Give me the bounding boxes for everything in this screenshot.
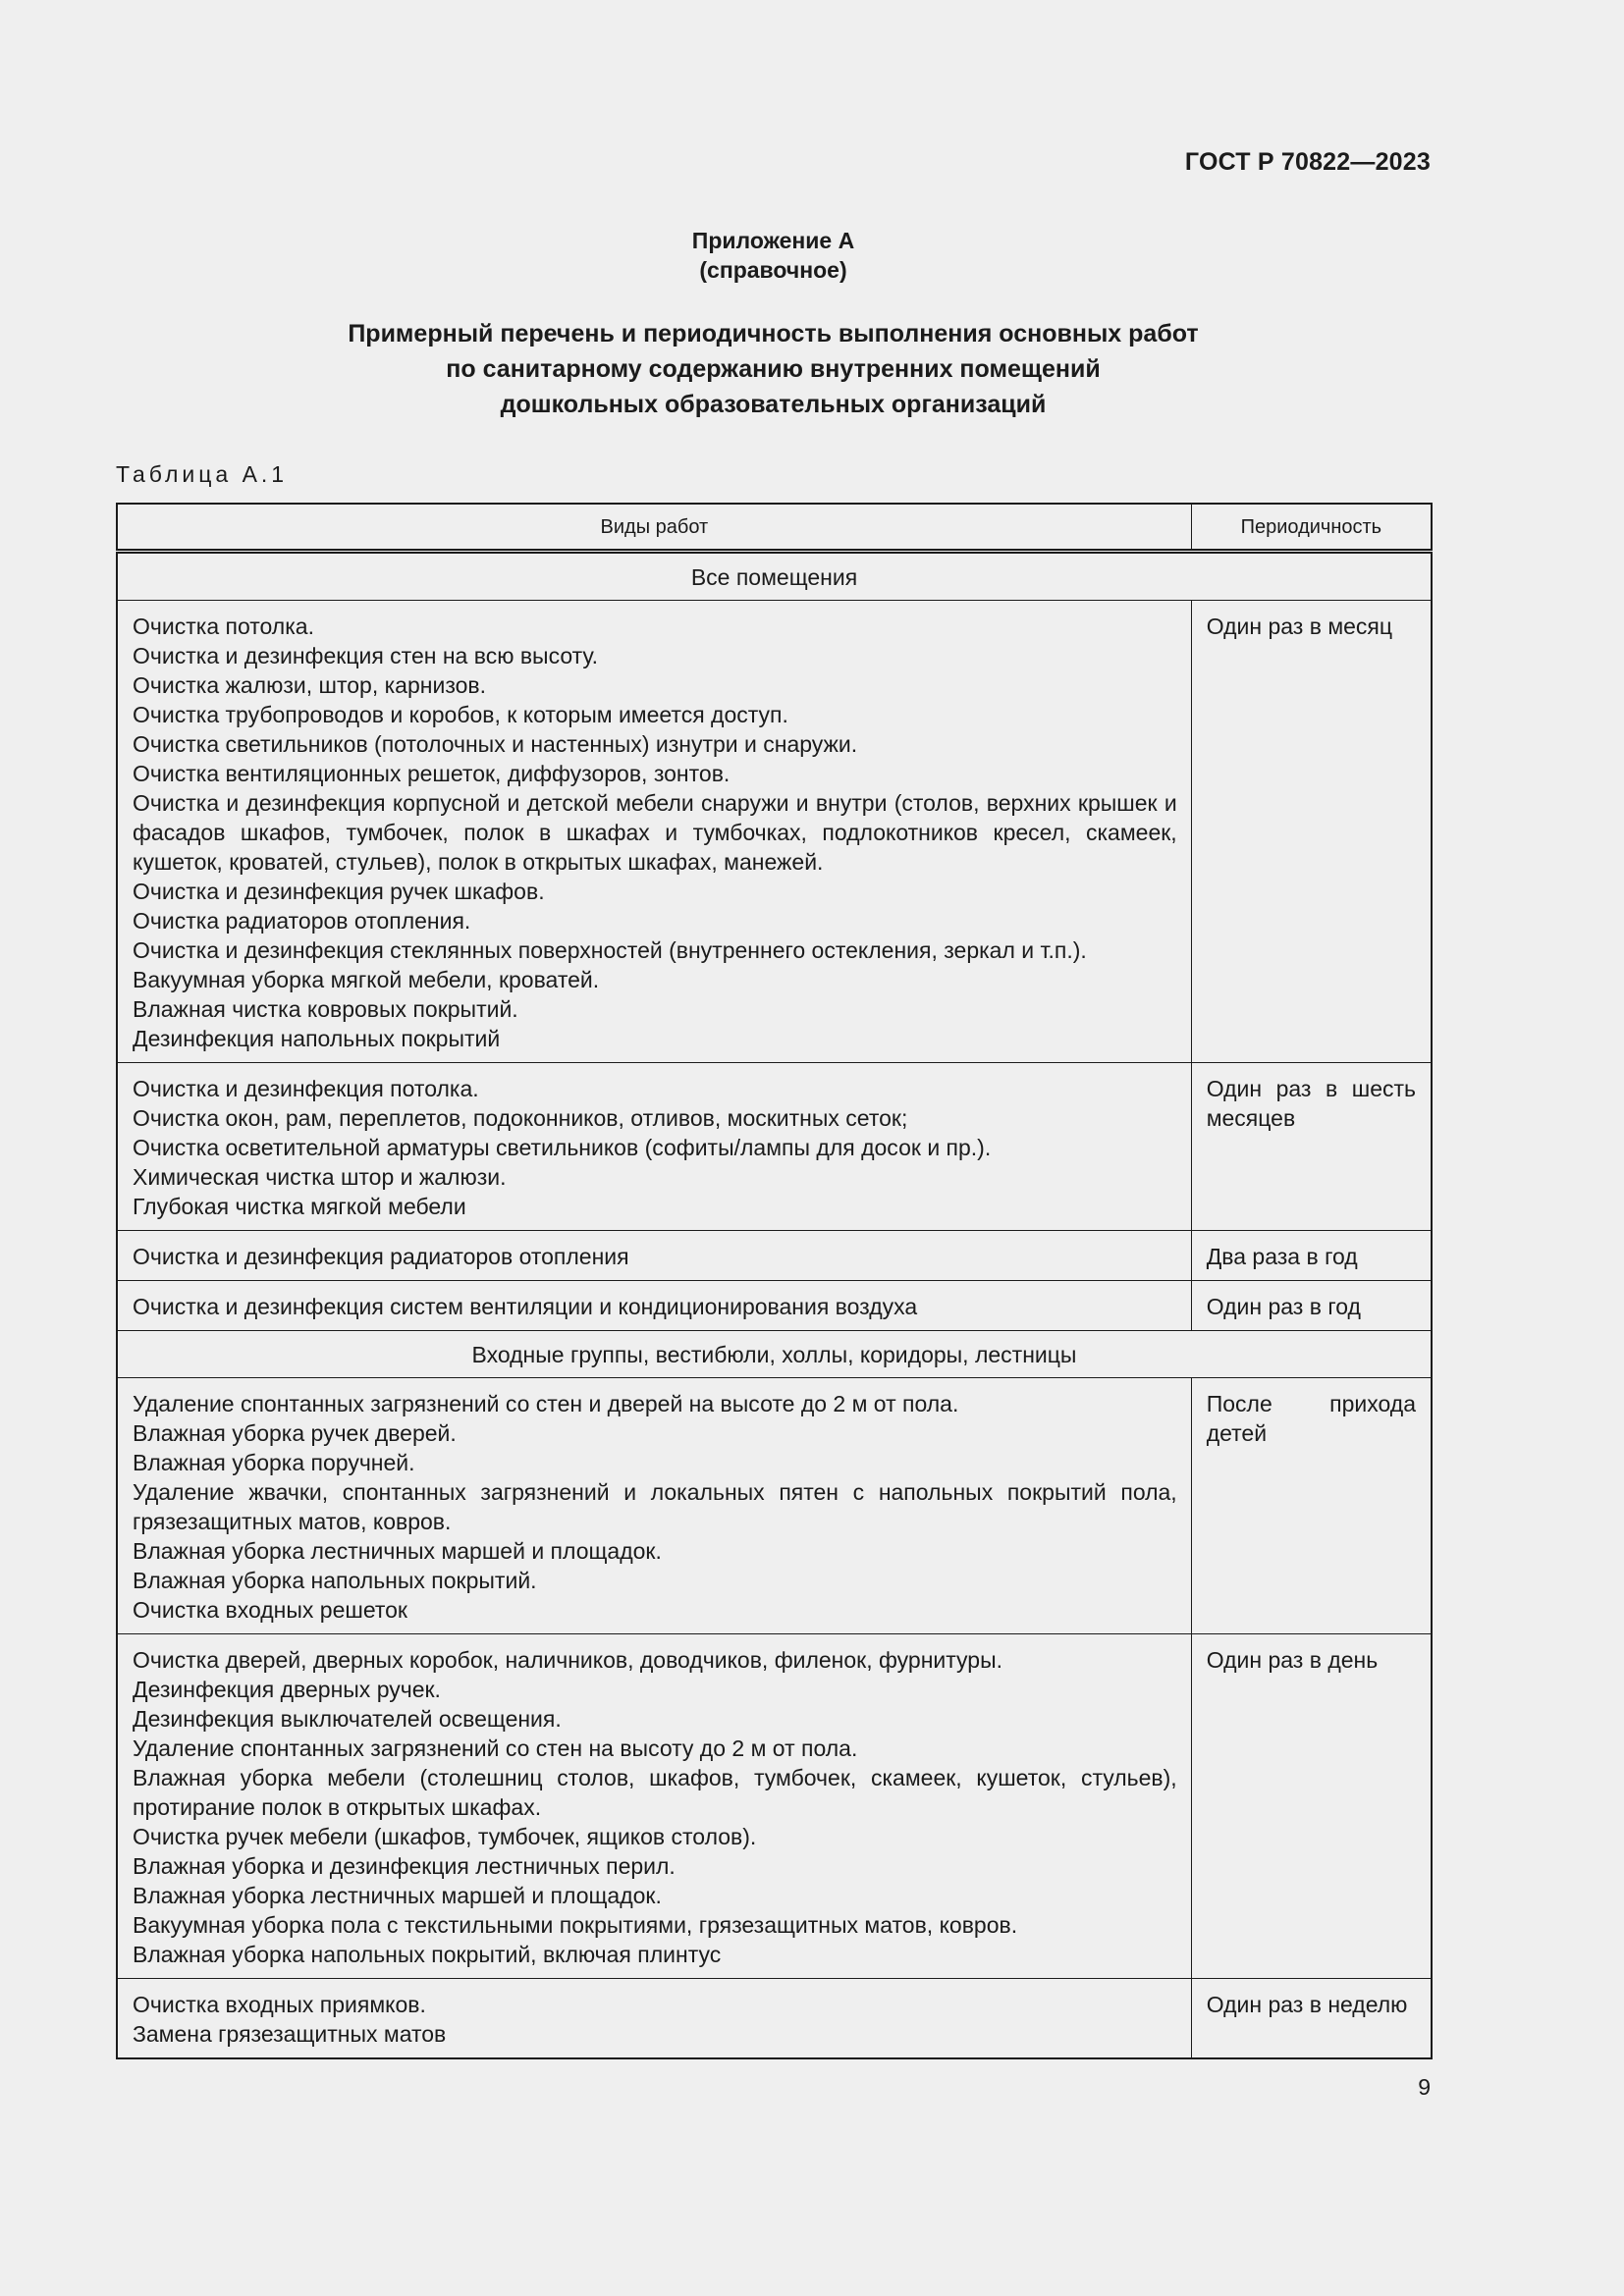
work-cell — [117, 1281, 1191, 1331]
document-title — [0, 316, 1546, 422]
works-table — [116, 503, 1433, 2059]
work-item: Глубокая чистка мягкой мебели — [133, 1194, 466, 1219]
table-header-row — [117, 504, 1432, 552]
work-item: Дезинфекция напольных покрытий — [133, 1026, 501, 1051]
work-cell — [117, 601, 1191, 1063]
work-item: Очистка и дезинфекция стен на всю высоту. — [133, 643, 599, 668]
work-item: Очистка и дезинфекция ручек шкафов. — [133, 879, 545, 904]
work-item: Влажная уборка ручек дверей. — [133, 1420, 457, 1446]
work-item: Очистка радиаторов отопления. — [133, 908, 471, 934]
work-item: Очистка жалюзи, штор, карнизов. — [133, 672, 487, 698]
table-row — [117, 1281, 1432, 1331]
table-row — [117, 1979, 1432, 2059]
section-row — [117, 1331, 1432, 1378]
work-item: Очистка осветительной арматуры светильников (софиты/лампы для досок и пр.). — [133, 1135, 992, 1160]
annex-heading — [0, 226, 1546, 285]
work-item: Очистка ручек мебели (шкафов, тумбочек, ящиков столов). — [133, 1824, 757, 1849]
work-item: Удаление спонтанных загрязнений со стен и дверей на высоте до 2 м от пола. — [133, 1391, 959, 1416]
work-cell — [117, 1231, 1191, 1281]
work-item: Влажная уборка напольных покрытий. — [133, 1568, 537, 1593]
title-line: Примерный перечень и периодичность выполнения основных работ — [348, 320, 1199, 347]
work-item: Очистка входных приямков. — [133, 1992, 426, 2017]
work-item: Очистка и дезинфекция стеклянных поверхностей (внутреннего остекления, зеркал и т.п.). — [133, 937, 1087, 963]
table-row — [117, 1231, 1432, 1281]
period-cell: Один раз в неделю — [1191, 1979, 1432, 2059]
work-item: Влажная чистка ковровых покрытий. — [133, 996, 518, 1022]
work-item: Очистка светильников (потолочных и настенных) изнутри и снаружи. — [133, 731, 858, 757]
work-cell — [117, 1063, 1191, 1231]
work-item: Влажная уборка лестничных маршей и площадок. — [133, 1538, 662, 1564]
work-item: Влажная уборка напольных покрытий, включая плинтус — [133, 1942, 722, 1967]
table-row — [117, 1378, 1432, 1634]
work-item: Очистка входных решеток — [133, 1597, 407, 1623]
table-row — [117, 1063, 1432, 1231]
annex-title: Приложение А — [691, 228, 855, 253]
work-item: Вакуумная уборка мягкой мебели, кроватей. — [133, 967, 600, 992]
period-cell: После прихода детей — [1191, 1378, 1432, 1634]
work-item: Химическая чистка штор и жалюзи. — [133, 1164, 507, 1190]
period-cell: Один раз в месяц — [1191, 601, 1432, 1063]
period-cell: Один раз в шесть месяцев — [1191, 1063, 1432, 1231]
work-item: Дезинфекция дверных ручек. — [133, 1677, 441, 1702]
work-cell — [117, 1378, 1191, 1634]
work-item: Очистка трубопроводов и коробов, к которым имеется доступ. — [133, 702, 788, 727]
work-cell — [117, 1634, 1191, 1979]
work-item: Влажная уборка и дезинфекция лестничных перил. — [133, 1853, 676, 1879]
table-row — [117, 601, 1432, 1063]
work-item: Удаление жвачки, спонтанных загрязнений и локальных пятен с напольных покрытий пола, грязезащитных матов, ковров. — [133, 1479, 1177, 1534]
section-row — [117, 552, 1432, 601]
work-item: Дезинфекция выключателей освещения. — [133, 1706, 562, 1732]
work-item: Очистка потолка. — [133, 614, 314, 639]
work-item: Очистка вентиляционных решеток, диффузоров, зонтов. — [133, 761, 731, 786]
page-number: 9 — [1418, 2074, 1431, 2100]
work-item: Удаление спонтанных загрязнений со стен на высоту до 2 м от пола. — [133, 1735, 858, 1761]
work-item: Очистка и дезинфекция систем вентиляции и кондиционирования воздуха — [133, 1294, 918, 1319]
section-title: Все помещения — [117, 552, 1432, 601]
period-cell: Один раз в год — [1191, 1281, 1432, 1331]
work-item: Влажная уборка лестничных маршей и площадок. — [133, 1883, 662, 1908]
column-header-period: Периодичность — [1191, 504, 1432, 552]
period-cell: Один раз в день — [1191, 1634, 1432, 1979]
work-item: Очистка и дезинфекция корпусной и детской мебели снаружи и внутри (столов, верхних крышек и фасадов шкафов, тумбочек, полок в шкафах и тумбочках, подлокотников кресел, скамеек, кушеток, кроватей, стульев), полок в открытых шкафах, манежей. — [133, 790, 1177, 875]
work-item: Очистка окон, рам, переплетов, подоконников, отливов, москитных сеток; — [133, 1105, 908, 1131]
work-item: Влажная уборка поручней. — [133, 1450, 415, 1475]
table-label: Таблица А.1 — [116, 461, 289, 487]
title-line: дошкольных образовательных организаций — [500, 391, 1047, 418]
work-item: Очистка дверей, дверных коробок, наличников, доводчиков, филенок, фурнитуры. — [133, 1647, 1003, 1673]
work-item: Замена грязезащитных матов — [133, 2021, 447, 2047]
work-item: Влажная уборка мебели (столешниц столов, шкафов, тумбочек, скамеек, кушеток, стульев), протирание полок в открытых шкафах. — [133, 1765, 1177, 1820]
table-row — [117, 1634, 1432, 1979]
work-cell — [117, 1979, 1191, 2059]
standard-id: ГОСТ Р 70822—2023 — [1184, 148, 1431, 176]
work-item: Вакуумная уборка пола с текстильными покрытиями, грязезащитных матов, ковров. — [133, 1912, 1018, 1938]
annex-kind: (справочное) — [699, 257, 847, 283]
column-header-work: Виды работ — [117, 504, 1191, 552]
period-cell: Два раза в год — [1191, 1231, 1432, 1281]
title-line: по санитарному содержанию внутренних помещений — [446, 355, 1101, 383]
work-item: Очистка и дезинфекция потолка. — [133, 1076, 479, 1101]
section-title: Входные группы, вестибюли, холлы, коридоры, лестницы — [117, 1331, 1432, 1378]
work-item: Очистка и дезинфекция радиаторов отопления — [133, 1244, 629, 1269]
table-body — [117, 552, 1432, 2059]
